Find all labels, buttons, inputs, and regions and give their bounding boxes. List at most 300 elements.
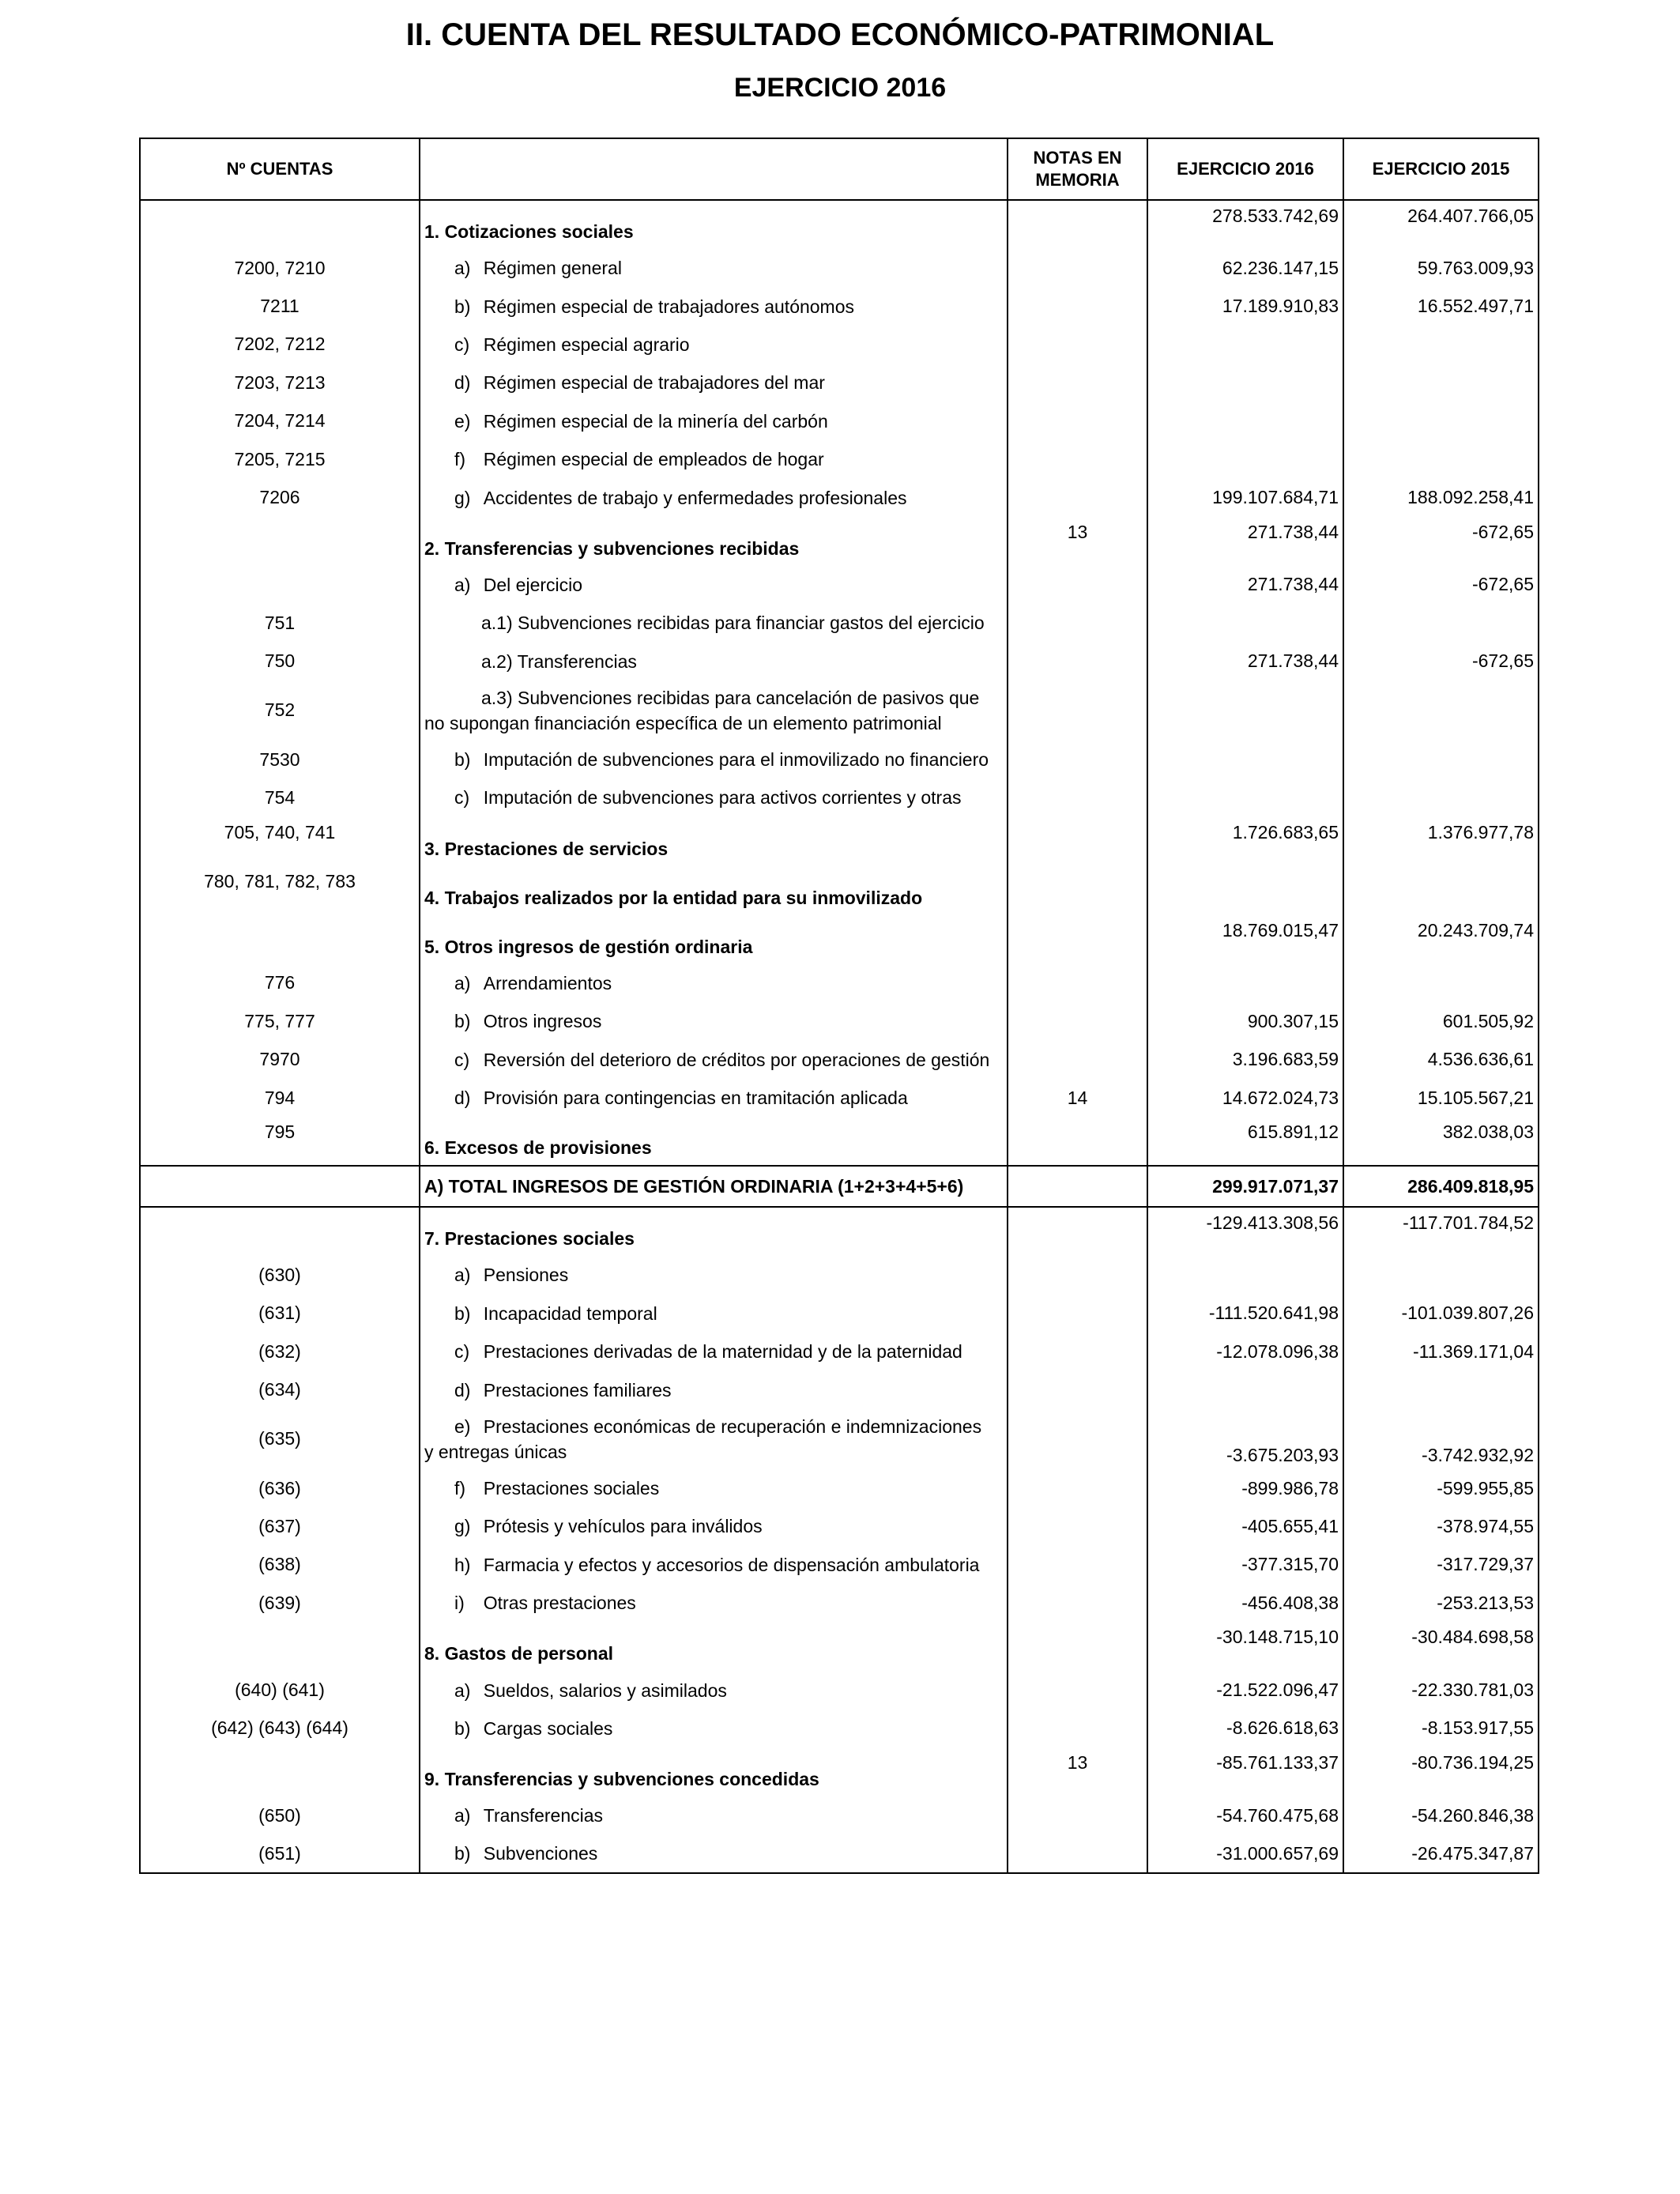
row-value-2015: -253.213,53 bbox=[1343, 1584, 1539, 1622]
row-nota bbox=[1008, 364, 1147, 401]
row-value-2016: 900.307,15 bbox=[1147, 1002, 1343, 1040]
row-value-2015: 1.376.977,78 bbox=[1343, 817, 1539, 866]
row-value-2015 bbox=[1343, 1370, 1539, 1408]
row-value-2016: -129.413.308,56 bbox=[1147, 1207, 1343, 1256]
row-value-2015: -22.330.781,03 bbox=[1343, 1671, 1539, 1709]
row-label: Sueldos, salarios y asimilados bbox=[483, 1679, 727, 1701]
row-concepto bbox=[420, 1710, 1008, 1747]
row-cuentas bbox=[140, 566, 420, 604]
expense-section bbox=[140, 1207, 1539, 1873]
row-cuentas: (639) bbox=[140, 1584, 420, 1622]
table-row bbox=[140, 604, 1539, 642]
row-label: 6. Excesos de provisiones bbox=[424, 1137, 652, 1159]
row-value-2015: -672,65 bbox=[1343, 566, 1539, 604]
row-label: 2. Transferencias y subvenciones recibidas bbox=[424, 537, 800, 559]
row-concepto bbox=[420, 1671, 1008, 1709]
row-label: Otras prestaciones bbox=[483, 1593, 636, 1614]
row-nota bbox=[1008, 1507, 1147, 1545]
row-nota bbox=[1008, 326, 1147, 364]
row-mark: a) bbox=[454, 1805, 471, 1826]
row-label: 9. Transferencias y subvenciones concedidas bbox=[424, 1769, 819, 1790]
row-value-2015: -8.153.917,55 bbox=[1343, 1710, 1539, 1747]
row-value-2016 bbox=[1147, 1256, 1343, 1294]
row-nota bbox=[1008, 566, 1147, 604]
row-concepto bbox=[420, 817, 1008, 866]
row-concepto bbox=[420, 1333, 1008, 1370]
row-mark: d) bbox=[454, 372, 471, 394]
row-value-2016 bbox=[1147, 778, 1343, 816]
row-value-2016: 1.726.683,65 bbox=[1147, 817, 1343, 866]
row-value-2015: 16.552.497,71 bbox=[1343, 287, 1539, 325]
row-label: 7. Prestaciones sociales bbox=[424, 1228, 635, 1250]
row-label: Prestaciones económicas de recuperación e indemnizaciones bbox=[483, 1416, 982, 1437]
table-row bbox=[140, 1117, 1539, 1166]
row-cuentas: 705, 740, 741 bbox=[140, 817, 420, 866]
row-nota bbox=[1008, 1710, 1147, 1747]
row-cuentas bbox=[140, 915, 420, 964]
row-concepto bbox=[420, 1747, 1008, 1796]
row-cuentas: 7211 bbox=[140, 287, 420, 325]
header-notas bbox=[1008, 138, 1147, 200]
results-table bbox=[139, 138, 1539, 1874]
row-value-2016: 271.738,44 bbox=[1147, 566, 1343, 604]
row-label: Régimen especial de trabajadores del mar bbox=[483, 372, 825, 394]
table-row bbox=[140, 249, 1539, 287]
row-cuentas bbox=[140, 1747, 420, 1796]
table-row bbox=[140, 680, 1539, 741]
row-cuentas: (630) bbox=[140, 1256, 420, 1294]
row-label: Imputación de subvenciones para activos corrientes y otras bbox=[483, 787, 962, 809]
row-concepto bbox=[420, 287, 1008, 325]
header-ejercicio-2015: EJERCICIO 2015 bbox=[1343, 138, 1539, 200]
table-row bbox=[140, 866, 1539, 915]
table-row bbox=[140, 1710, 1539, 1747]
row-label: Incapacidad temporal bbox=[483, 1302, 657, 1324]
table-row bbox=[140, 1622, 1539, 1671]
row-label: 8. Gastos de personal bbox=[424, 1643, 614, 1664]
total-2015: 286.409.818,95 bbox=[1343, 1166, 1539, 1207]
row-value-2015: 264.407.766,05 bbox=[1343, 200, 1539, 249]
row-cuentas: (635) bbox=[140, 1409, 420, 1469]
row-label: Accidentes de trabajo y enfermedades profesionales bbox=[483, 487, 907, 508]
table-row bbox=[140, 643, 1539, 680]
row-cuentas: (642) (643) (644) bbox=[140, 1710, 420, 1747]
row-label: a.3) Subvenciones recibidas para cancelación de pasivos que bbox=[481, 687, 980, 708]
row-value-2016 bbox=[1147, 326, 1343, 364]
row-nota bbox=[1008, 1040, 1147, 1078]
row-concepto bbox=[420, 643, 1008, 680]
row-concepto bbox=[420, 1507, 1008, 1545]
row-mark: a) bbox=[454, 258, 471, 279]
row-mark: d) bbox=[454, 1088, 471, 1109]
row-cuentas: 7202, 7212 bbox=[140, 326, 420, 364]
page-subtitle: EJERCICIO 2016 bbox=[733, 73, 947, 103]
row-concepto bbox=[420, 1796, 1008, 1834]
row-value-2016: 615.891,12 bbox=[1147, 1117, 1343, 1166]
row-value-2016 bbox=[1147, 604, 1343, 642]
table-row bbox=[140, 964, 1539, 1002]
row-value-2015: -101.039.807,26 bbox=[1343, 1295, 1539, 1333]
row-value-2016: -31.000.657,69 bbox=[1147, 1835, 1343, 1873]
row-value-2015: 15.105.567,21 bbox=[1343, 1079, 1539, 1117]
row-value-2015: 188.092.258,41 bbox=[1343, 478, 1539, 516]
row-label: Cargas sociales bbox=[483, 1717, 613, 1739]
row-nota bbox=[1008, 741, 1147, 778]
row-mark: b) bbox=[454, 1011, 471, 1032]
row-label: Régimen especial de empleados de hogar bbox=[483, 449, 824, 470]
table-row bbox=[140, 1079, 1539, 1117]
row-cuentas bbox=[140, 517, 420, 566]
row-value-2015: -11.369.171,04 bbox=[1343, 1333, 1539, 1370]
table-row bbox=[140, 1295, 1539, 1333]
row-concepto bbox=[420, 200, 1008, 249]
row-value-2016 bbox=[1147, 680, 1343, 741]
header-cuentas: Nº CUENTAS bbox=[140, 138, 420, 200]
row-nota bbox=[1008, 478, 1147, 516]
row-concepto bbox=[420, 680, 1008, 741]
row-mark: d) bbox=[454, 1379, 471, 1400]
row-nota bbox=[1008, 1207, 1147, 1256]
row-concepto bbox=[420, 1207, 1008, 1256]
row-concepto bbox=[420, 402, 1008, 440]
table-row bbox=[140, 1507, 1539, 1545]
row-value-2016: 271.738,44 bbox=[1147, 517, 1343, 566]
table-row bbox=[140, 1002, 1539, 1040]
row-value-2016: -405.655,41 bbox=[1147, 1507, 1343, 1545]
row-label: Otros ingresos bbox=[483, 1011, 602, 1032]
row-concepto bbox=[420, 1040, 1008, 1078]
row-value-2015: -317.729,37 bbox=[1343, 1546, 1539, 1584]
row-label: Transferencias bbox=[483, 1805, 604, 1826]
row-label: 5. Otros ingresos de gestión ordinaria bbox=[424, 936, 753, 957]
row-cuentas: 7203, 7213 bbox=[140, 364, 420, 401]
row-concepto bbox=[420, 866, 1008, 915]
row-value-2015: -672,65 bbox=[1343, 643, 1539, 680]
row-cuentas: (632) bbox=[140, 1333, 420, 1370]
row-value-2015: -30.484.698,58 bbox=[1343, 1622, 1539, 1671]
table-row bbox=[140, 364, 1539, 401]
row-mark: b) bbox=[454, 1302, 471, 1324]
row-concepto bbox=[420, 440, 1008, 478]
table-row bbox=[140, 817, 1539, 866]
row-nota bbox=[1008, 866, 1147, 915]
row-value-2016: 271.738,44 bbox=[1147, 643, 1343, 680]
row-concepto bbox=[420, 566, 1008, 604]
row-mark: i) bbox=[454, 1593, 465, 1614]
row-cuentas: 794 bbox=[140, 1079, 420, 1117]
row-nota bbox=[1008, 1796, 1147, 1834]
table-row bbox=[140, 778, 1539, 816]
row-label: 4. Trabajos realizados por la entidad para su inmovilizado bbox=[424, 887, 923, 908]
row-label: Reversión del deterioro de créditos por operaciones de gestión bbox=[483, 1049, 990, 1070]
row-nota: 13 bbox=[1008, 1747, 1147, 1796]
table-row bbox=[140, 1469, 1539, 1507]
row-cuentas: 7204, 7214 bbox=[140, 402, 420, 440]
row-label: Prestaciones derivadas de la maternidad y de la paternidad bbox=[483, 1341, 962, 1363]
row-value-2016: 278.533.742,69 bbox=[1147, 200, 1343, 249]
row-nota: 14 bbox=[1008, 1079, 1147, 1117]
row-label: 3. Prestaciones de servicios bbox=[424, 838, 669, 859]
row-concepto bbox=[420, 1546, 1008, 1584]
row-value-2016: -30.148.715,10 bbox=[1147, 1622, 1343, 1671]
row-value-2016: -3.675.203,93 bbox=[1147, 1409, 1343, 1469]
table-row bbox=[140, 1835, 1539, 1873]
row-value-2016: 17.189.910,83 bbox=[1147, 287, 1343, 325]
row-value-2015: -80.736.194,25 bbox=[1343, 1747, 1539, 1796]
table-row bbox=[140, 1333, 1539, 1370]
row-cuentas: 750 bbox=[140, 643, 420, 680]
row-label: Régimen especial de la minería del carbón bbox=[483, 410, 828, 432]
total-label: A) TOTAL INGRESOS DE GESTIÓN ORDINARIA (1+2+3+4+5+6) bbox=[420, 1166, 1008, 1207]
row-cuentas: (634) bbox=[140, 1370, 420, 1408]
header-notas-line1: NOTAS EN bbox=[1033, 148, 1122, 168]
row-cuentas bbox=[140, 1207, 420, 1256]
row-nota bbox=[1008, 1409, 1147, 1469]
row-cuentas: (631) bbox=[140, 1295, 420, 1333]
row-mark: b) bbox=[454, 1717, 471, 1739]
row-label: Prestaciones sociales bbox=[483, 1478, 660, 1498]
row-nota bbox=[1008, 1333, 1147, 1370]
row-nota bbox=[1008, 402, 1147, 440]
row-cuentas: (651) bbox=[140, 1835, 420, 1873]
row-value-2015: -599.955,85 bbox=[1343, 1469, 1539, 1507]
row-value-2015: 382.038,03 bbox=[1343, 1117, 1539, 1166]
row-value-2015 bbox=[1343, 326, 1539, 364]
row-value-2015 bbox=[1343, 440, 1539, 478]
row-mark: b) bbox=[454, 1843, 471, 1864]
row-concepto bbox=[420, 1370, 1008, 1408]
row-value-2016 bbox=[1147, 741, 1343, 778]
row-mark: e) bbox=[454, 1416, 471, 1437]
row-mark: h) bbox=[454, 1554, 471, 1575]
row-mark: c) bbox=[454, 1341, 470, 1363]
row-nota bbox=[1008, 1002, 1147, 1040]
table-row bbox=[140, 326, 1539, 364]
row-concepto bbox=[420, 1002, 1008, 1040]
row-label-cont: y entregas únicas bbox=[424, 1441, 567, 1462]
row-nota bbox=[1008, 1256, 1147, 1294]
table-row bbox=[140, 741, 1539, 778]
row-mark: c) bbox=[454, 787, 470, 809]
row-mark: a) bbox=[454, 972, 471, 993]
row-nota bbox=[1008, 643, 1147, 680]
row-nota bbox=[1008, 1295, 1147, 1333]
row-cuentas: (650) bbox=[140, 1796, 420, 1834]
row-value-2016: -8.626.618,63 bbox=[1147, 1710, 1343, 1747]
row-nota bbox=[1008, 680, 1147, 741]
row-concepto bbox=[420, 1295, 1008, 1333]
total-2016: 299.917.071,37 bbox=[1147, 1166, 1343, 1207]
row-value-2015: 59.763.009,93 bbox=[1343, 249, 1539, 287]
table-row bbox=[140, 1207, 1539, 1256]
table-row bbox=[140, 478, 1539, 516]
row-nota bbox=[1008, 200, 1147, 249]
row-value-2015 bbox=[1343, 402, 1539, 440]
row-nota bbox=[1008, 1546, 1147, 1584]
row-value-2015: -672,65 bbox=[1343, 517, 1539, 566]
table-row bbox=[140, 1584, 1539, 1622]
header-notas-line2: MEMORIA bbox=[1035, 170, 1120, 190]
row-value-2016: -85.761.133,37 bbox=[1147, 1747, 1343, 1796]
row-value-2016 bbox=[1147, 1370, 1343, 1408]
row-nota bbox=[1008, 440, 1147, 478]
row-mark: f) bbox=[454, 449, 466, 470]
row-label: Régimen general bbox=[483, 258, 622, 279]
table-row bbox=[140, 1370, 1539, 1408]
row-cuentas: (636) bbox=[140, 1469, 420, 1507]
row-value-2016: -54.760.475,68 bbox=[1147, 1796, 1343, 1834]
row-label: a.2) Transferencias bbox=[481, 650, 637, 672]
row-value-2015: -54.260.846,38 bbox=[1343, 1796, 1539, 1834]
row-mark: f) bbox=[454, 1478, 466, 1498]
row-cuentas: (637) bbox=[140, 1507, 420, 1545]
row-mark: c) bbox=[454, 334, 470, 355]
row-cuentas: (640) (641) bbox=[140, 1671, 420, 1709]
row-label: Régimen especial agrario bbox=[483, 334, 690, 355]
row-label: Prótesis y vehículos para inválidos bbox=[483, 1516, 763, 1537]
header-concepto bbox=[420, 138, 1008, 200]
row-cuentas: 7206 bbox=[140, 478, 420, 516]
row-concepto bbox=[420, 778, 1008, 816]
row-cuentas: 7200, 7210 bbox=[140, 249, 420, 287]
row-nota bbox=[1008, 1370, 1147, 1408]
row-value-2015: 601.505,92 bbox=[1343, 1002, 1539, 1040]
row-nota: 13 bbox=[1008, 517, 1147, 566]
table-row bbox=[140, 1747, 1539, 1796]
row-label: 1. Cotizaciones sociales bbox=[424, 221, 634, 242]
row-value-2015: -378.974,55 bbox=[1343, 1507, 1539, 1545]
row-value-2016: -21.522.096,47 bbox=[1147, 1671, 1343, 1709]
row-concepto bbox=[420, 1256, 1008, 1294]
table-row bbox=[140, 200, 1539, 249]
row-value-2016 bbox=[1147, 866, 1343, 915]
row-value-2015 bbox=[1343, 1256, 1539, 1294]
row-cuentas: 752 bbox=[140, 680, 420, 741]
total-cuentas bbox=[140, 1166, 420, 1207]
row-nota bbox=[1008, 964, 1147, 1002]
total-row bbox=[140, 1166, 1539, 1207]
row-value-2015 bbox=[1343, 680, 1539, 741]
row-nota bbox=[1008, 604, 1147, 642]
income-section bbox=[140, 200, 1539, 1166]
row-concepto bbox=[420, 517, 1008, 566]
row-value-2016: 14.672.024,73 bbox=[1147, 1079, 1343, 1117]
row-concepto bbox=[420, 478, 1008, 516]
total-nota bbox=[1008, 1166, 1147, 1207]
row-mark: b) bbox=[454, 296, 471, 317]
row-value-2016: 199.107.684,71 bbox=[1147, 478, 1343, 516]
row-concepto bbox=[420, 741, 1008, 778]
row-cuentas bbox=[140, 200, 420, 249]
row-value-2015: 4.536.636,61 bbox=[1343, 1040, 1539, 1078]
row-value-2016: 18.769.015,47 bbox=[1147, 915, 1343, 964]
total-section bbox=[140, 1166, 1539, 1207]
row-mark: e) bbox=[454, 410, 471, 432]
row-cuentas: 775, 777 bbox=[140, 1002, 420, 1040]
row-mark: g) bbox=[454, 1516, 471, 1537]
table-row bbox=[140, 402, 1539, 440]
row-mark: c) bbox=[454, 1049, 470, 1070]
row-concepto bbox=[420, 249, 1008, 287]
row-value-2015 bbox=[1343, 604, 1539, 642]
row-nota bbox=[1008, 915, 1147, 964]
row-concepto bbox=[420, 364, 1008, 401]
row-nota bbox=[1008, 778, 1147, 816]
row-cuentas: 7530 bbox=[140, 741, 420, 778]
row-value-2016 bbox=[1147, 364, 1343, 401]
row-label: Prestaciones familiares bbox=[483, 1379, 672, 1400]
row-value-2015 bbox=[1343, 778, 1539, 816]
row-value-2016 bbox=[1147, 964, 1343, 1002]
row-value-2016: -111.520.641,98 bbox=[1147, 1295, 1343, 1333]
row-nota bbox=[1008, 1835, 1147, 1873]
row-cuentas: 754 bbox=[140, 778, 420, 816]
header-row bbox=[140, 138, 1539, 200]
table-row bbox=[140, 1796, 1539, 1834]
row-label: Imputación de subvenciones para el inmovilizado no financiero bbox=[483, 749, 989, 771]
row-concepto bbox=[420, 915, 1008, 964]
row-cuentas: 7205, 7215 bbox=[140, 440, 420, 478]
row-cuentas: 776 bbox=[140, 964, 420, 1002]
table-row bbox=[140, 517, 1539, 566]
row-value-2016 bbox=[1147, 402, 1343, 440]
row-nota bbox=[1008, 287, 1147, 325]
row-value-2016 bbox=[1147, 440, 1343, 478]
page-title: II. CUENTA DEL RESULTADO ECONÓMICO-PATRIMONIAL bbox=[405, 17, 1275, 52]
row-nota bbox=[1008, 249, 1147, 287]
row-concepto bbox=[420, 964, 1008, 1002]
row-concepto bbox=[420, 1409, 1008, 1469]
row-cuentas bbox=[140, 1622, 420, 1671]
row-nota bbox=[1008, 1584, 1147, 1622]
row-value-2016: 62.236.147,15 bbox=[1147, 249, 1343, 287]
row-mark: a) bbox=[454, 1679, 471, 1701]
row-value-2015: -117.701.784,52 bbox=[1343, 1207, 1539, 1256]
row-mark: a) bbox=[454, 1265, 471, 1286]
row-label: Arrendamientos bbox=[483, 972, 612, 993]
row-value-2016: -377.315,70 bbox=[1147, 1546, 1343, 1584]
row-concepto bbox=[420, 1117, 1008, 1166]
table-row bbox=[140, 1409, 1539, 1469]
row-value-2016: 3.196.683,59 bbox=[1147, 1040, 1343, 1078]
row-concepto bbox=[420, 1835, 1008, 1873]
row-cuentas: 780, 781, 782, 783 bbox=[140, 866, 420, 915]
row-cuentas: 795 bbox=[140, 1117, 420, 1166]
row-label: Farmacia y efectos y accesorios de dispensación ambulatoria bbox=[483, 1554, 980, 1575]
table-row bbox=[140, 566, 1539, 604]
table-row bbox=[140, 1256, 1539, 1294]
row-label: Régimen especial de trabajadores autónomos bbox=[483, 296, 855, 317]
row-value-2016: -899.986,78 bbox=[1147, 1469, 1343, 1507]
row-nota bbox=[1008, 1671, 1147, 1709]
row-value-2016: -12.078.096,38 bbox=[1147, 1333, 1343, 1370]
row-label-cont: no supongan financiación específica de un elemento patrimonial bbox=[424, 712, 942, 733]
row-nota bbox=[1008, 1117, 1147, 1166]
row-concepto bbox=[420, 604, 1008, 642]
row-value-2015 bbox=[1343, 866, 1539, 915]
row-mark: b) bbox=[454, 749, 471, 771]
header-ejercicio-2016: EJERCICIO 2016 bbox=[1147, 138, 1343, 200]
row-nota bbox=[1008, 1622, 1147, 1671]
row-cuentas: 7970 bbox=[140, 1040, 420, 1078]
row-concepto bbox=[420, 1079, 1008, 1117]
row-label: a.1) Subvenciones recibidas para financiar gastos del ejercicio bbox=[481, 613, 985, 634]
row-nota bbox=[1008, 817, 1147, 866]
row-concepto bbox=[420, 1622, 1008, 1671]
row-value-2015: 20.243.709,74 bbox=[1343, 915, 1539, 964]
row-value-2015 bbox=[1343, 364, 1539, 401]
row-label: Del ejercicio bbox=[483, 574, 583, 595]
